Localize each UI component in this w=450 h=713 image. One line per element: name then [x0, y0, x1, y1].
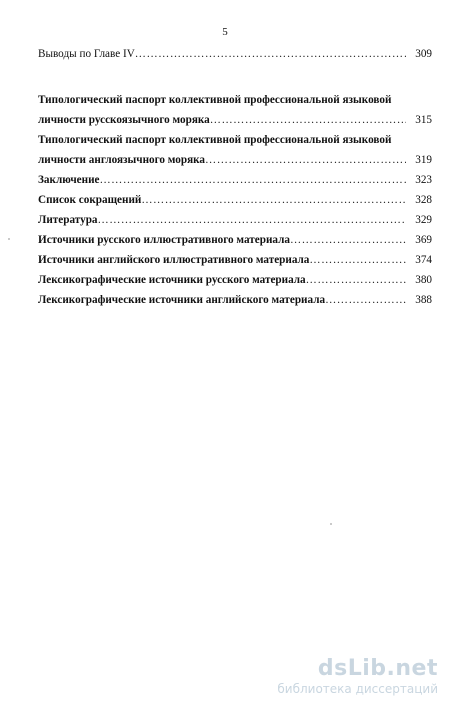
toc-entry-passport-english [38, 130, 432, 170]
dot-leader [325, 290, 406, 310]
dot-leader [205, 150, 406, 170]
toc-entry-title: Источники английского иллюстративного материала [38, 254, 310, 266]
toc-entry-page: 309 [415, 48, 432, 60]
toc-entry-title: Литература [38, 214, 98, 226]
toc-entry-conclusion [38, 170, 432, 190]
toc-entry-sources-english [38, 250, 432, 270]
toc-entry-sources-russian [38, 230, 432, 250]
dot-leader [141, 190, 406, 210]
toc-entry-page: 369 [415, 234, 432, 246]
page-number: 5 [222, 26, 228, 38]
watermark-logo: dsLib.net [317, 656, 438, 681]
toc-entry-title-line2: личности русскоязычного моряка [38, 114, 210, 126]
toc-entry-conclusions-ch4 [38, 44, 432, 64]
dot-leader [135, 44, 406, 64]
watermark [277, 658, 438, 695]
toc-entry-title-line2: личности англоязычного моряка [38, 154, 206, 166]
toc-entry-page: 323 [415, 174, 432, 186]
dot-leader [210, 110, 406, 130]
watermark-subtitle: библиотека диссертаций [277, 682, 438, 696]
dot-leader [98, 210, 406, 230]
toc-entry-abbreviations [38, 190, 432, 210]
toc-entry-page: 328 [415, 194, 432, 206]
toc-entry-title-line1: Типологический паспорт коллективной профессиональной языковой [38, 94, 392, 106]
toc-entry-title: Источники русского иллюстративного материала [38, 234, 290, 246]
scan-speck [8, 238, 10, 240]
toc-entry-page: 388 [415, 294, 432, 306]
toc-entry-title-line1: Типологический паспорт коллективной профессиональной языковой [38, 134, 392, 146]
toc-entry-page: 319 [415, 154, 432, 166]
dot-leader [309, 250, 406, 270]
dot-leader [99, 170, 406, 190]
toc-entry-page: 374 [415, 254, 432, 266]
toc-entry-lexicography-russian [38, 270, 432, 290]
toc-entry-title: Список сокращений [38, 194, 142, 206]
toc-entry-page: 329 [415, 214, 432, 226]
dot-leader [306, 270, 406, 290]
toc-entry-passport-russian [38, 90, 432, 130]
toc-entry-literature [38, 210, 432, 230]
toc-entry-page: 315 [415, 114, 432, 126]
toc-entry-title: Выводы по Главе IV [38, 48, 135, 60]
toc-entry-title: Лексикографические источники русского материала [38, 274, 306, 286]
toc-entry-title: Заключение [38, 174, 100, 186]
toc-entry-page: 380 [415, 274, 432, 286]
toc-entry-title: Лексикографические источники английского материала [38, 294, 326, 306]
dot-leader [290, 230, 406, 250]
table-of-contents [38, 44, 432, 310]
scan-speck [330, 523, 332, 525]
toc-entry-lexicography-english [38, 290, 432, 310]
